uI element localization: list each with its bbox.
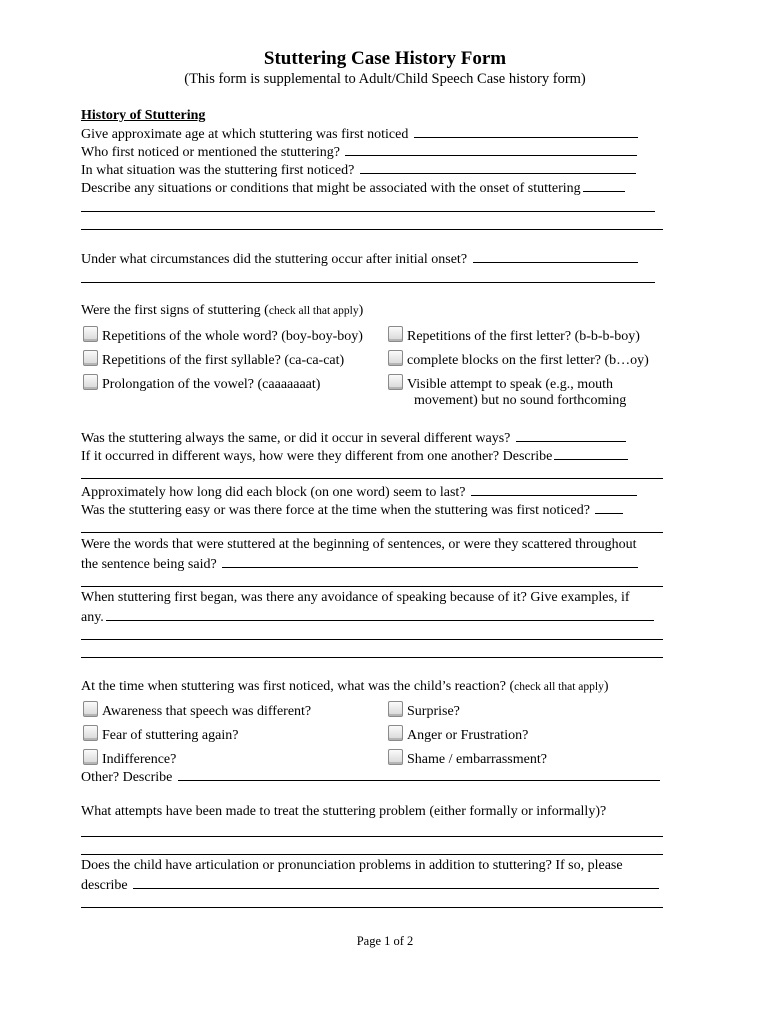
age-answer-field[interactable] (414, 124, 638, 138)
answer-line[interactable] (81, 639, 663, 640)
checkbox-indifference[interactable]: Indifference? (83, 749, 176, 769)
checkbox-first-letter[interactable]: Repetitions of the first letter? (b-b-b-boy) (388, 326, 640, 346)
answer-line[interactable] (81, 478, 663, 479)
situation-answer-field[interactable] (360, 160, 636, 174)
question-different: If it occurred in different ways, how were they different from one another? Describe (81, 446, 628, 466)
answer-line[interactable] (81, 211, 655, 212)
question-treatment: What attempts have been made to treat the stuttering problem (either formally or informally)? (81, 804, 607, 819)
who-answer-field[interactable] (345, 142, 637, 156)
checkbox-fear[interactable]: Fear of stuttering again? (83, 725, 238, 745)
checkbox-icon[interactable] (388, 350, 403, 366)
circumstances-answer-field[interactable] (473, 249, 638, 263)
question-same: Was the stuttering always the same, or did it occur in several different ways? (81, 428, 626, 448)
checkbox-icon[interactable] (388, 374, 403, 390)
checkbox-icon[interactable] (388, 701, 403, 717)
checkbox-icon[interactable] (83, 725, 98, 741)
answer-line[interactable] (81, 836, 663, 837)
avoidance-answer-field[interactable] (106, 607, 654, 621)
different-answer-field[interactable] (554, 446, 628, 460)
page-title: Stuttering Case History Form (263, 48, 507, 69)
question-who: Who first noticed or mentioned the stuttering? (81, 142, 637, 162)
checkbox-icon[interactable] (388, 749, 403, 765)
same-answer-field[interactable] (516, 428, 626, 442)
question-first-signs: Were the first signs of stuttering (check all that apply) (81, 303, 364, 318)
words-answer-field[interactable] (222, 554, 638, 568)
answer-line[interactable] (81, 907, 663, 908)
question-articulation-continued: describe (81, 875, 659, 895)
question-conditions: Describe any situations or conditions that might be associated with the onset of stuttering (81, 178, 625, 198)
conditions-answer-field[interactable] (583, 178, 625, 192)
question-situation: In what situation was the stuttering first noticed? (81, 160, 636, 180)
question-reaction: At the time when stuttering was first noticed, what was the child’s reaction? (check all that apply) (81, 679, 609, 694)
articulation-answer-field[interactable] (133, 875, 659, 889)
checkbox-icon[interactable] (83, 749, 98, 765)
question-block-length: Approximately how long did each block (on one word) seem to last? (81, 482, 637, 502)
question-force: Was the stuttering easy or was there force at the time when the stuttering was first noticed? (81, 500, 623, 520)
checkbox-whole-word[interactable]: Repetitions of the whole word? (boy-boy-boy) (83, 326, 363, 346)
question-articulation: Does the child have articulation or pronunciation problems in addition to stuttering? If so, please (81, 858, 623, 873)
force-answer-field[interactable] (595, 500, 623, 514)
checkbox-prolongation[interactable]: Prolongation of the vowel? (caaaaaaat) (83, 374, 320, 394)
checkbox-complete-blocks[interactable]: complete blocks on the first letter? (b…oy) (388, 350, 649, 370)
checkbox-icon[interactable] (83, 701, 98, 717)
question-circumstances: Under what circumstances did the stuttering occur after initial onset? (81, 249, 638, 269)
checkbox-first-syllable[interactable]: Repetitions of the first syllable? (ca-ca-cat) (83, 350, 344, 370)
section-heading: History of Stuttering (81, 108, 206, 123)
answer-line[interactable] (81, 586, 663, 587)
other-describe: Other? Describe (81, 767, 660, 787)
answer-line[interactable] (81, 229, 663, 230)
page-subtitle: (This form is supplemental to Adult/Child Speech Case history form) (184, 71, 586, 87)
checkbox-awareness[interactable]: Awareness that speech was different? (83, 701, 311, 721)
other-answer-field[interactable] (178, 767, 660, 781)
checkbox-visible-attempt[interactable]: Visible attempt to speak (e.g., mouth (388, 374, 613, 394)
answer-line[interactable] (81, 282, 655, 283)
page-number: Page 1 of 2 (356, 934, 414, 948)
checkbox-surprise[interactable]: Surprise? (388, 701, 460, 721)
checkbox-anger[interactable]: Anger or Frustration? (388, 725, 528, 745)
visible-attempt-continued: movement) but no sound forthcoming (414, 393, 627, 408)
answer-line[interactable] (81, 657, 663, 658)
question-avoidance-continued: any. (81, 607, 654, 627)
question-age: Give approximate age at which stuttering was first noticed (81, 124, 638, 144)
checkbox-icon[interactable] (388, 725, 403, 741)
question-avoidance: When stuttering first began, was there any avoidance of speaking because of it? Give examples, if (81, 590, 630, 605)
checkbox-shame[interactable]: Shame / embarrassment? (388, 749, 547, 769)
checkbox-icon[interactable] (388, 326, 403, 342)
question-words-continued: the sentence being said? (81, 554, 638, 574)
answer-line[interactable] (81, 854, 663, 855)
answer-line[interactable] (81, 532, 663, 533)
question-words: Were the words that were stuttered at the beginning of sentences, or were they scattered throughout (81, 537, 637, 552)
checkbox-icon[interactable] (83, 350, 98, 366)
checkbox-icon[interactable] (83, 374, 98, 390)
block-length-answer-field[interactable] (471, 482, 637, 496)
checkbox-icon[interactable] (83, 326, 98, 342)
